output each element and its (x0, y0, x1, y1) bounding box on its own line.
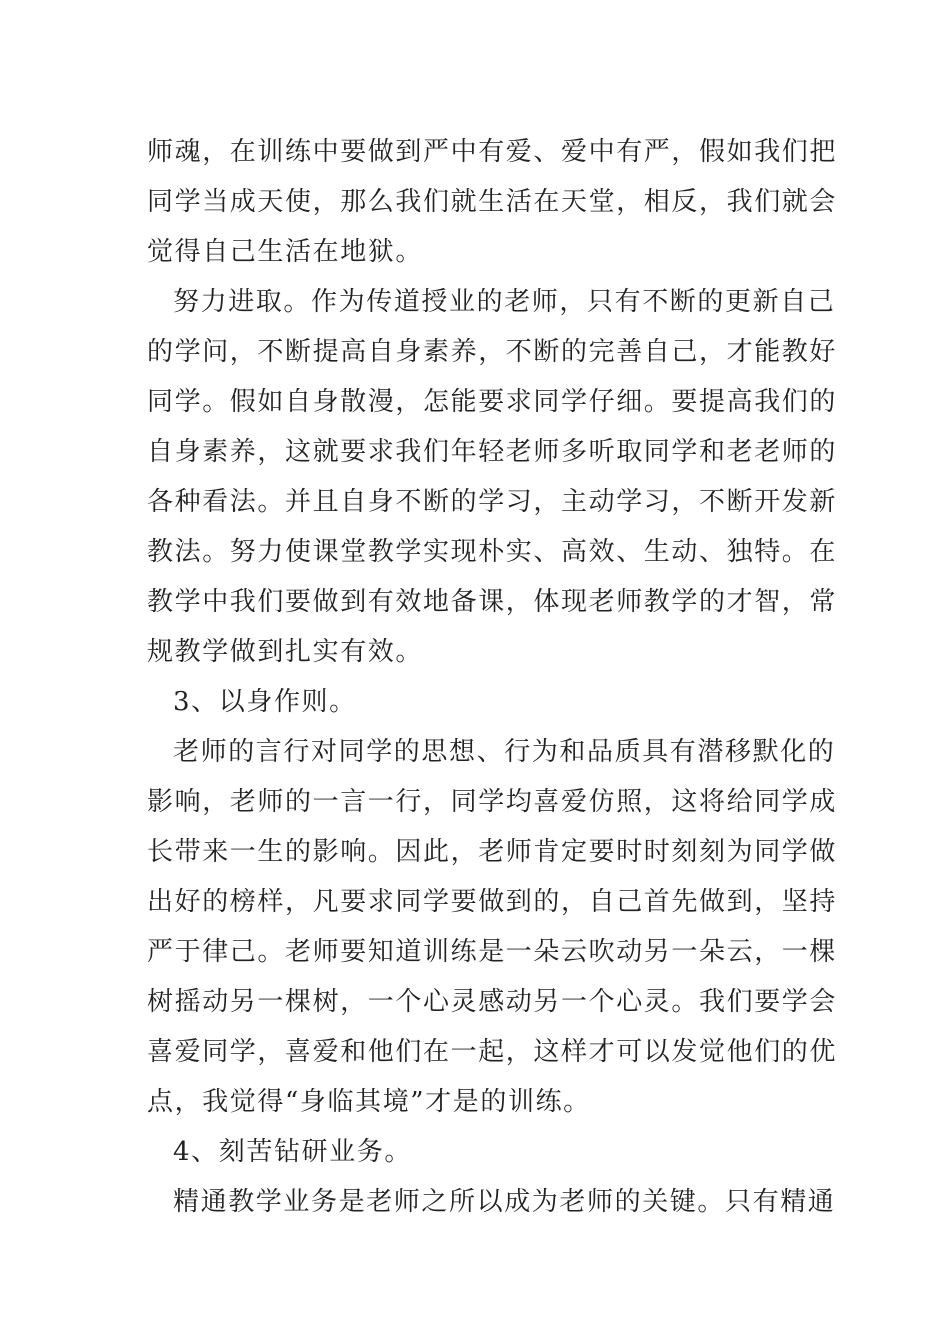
text-line: 严于律己。老师要知道训练是一朵云吹动另一朵云，一棵 (147, 937, 838, 967)
text-line: 长带来一生的影响。因此，老师肯定要时时刻刻为同学做 (147, 837, 838, 867)
text-line: 同学。假如自身散漫，怎能要求同学仔细。要提高我们的 (147, 387, 838, 417)
text-line: 出好的榜样，凡要求同学要做到的，自己首先做到，坚持 (147, 887, 838, 917)
text-line: 影响，老师的一言一行，同学均喜爱仿照，这将给同学成 (147, 787, 838, 817)
body-text (147, 127, 838, 1227)
text-line: 老师的言行对同学的思想、行为和品质具有潜移默化的 (173, 737, 836, 767)
text-line: 点，我觉得“身临其境”才是的训练。 (147, 1087, 591, 1117)
text-line: 教学中我们要做到有效地备课，体现老师教学的才智，常 (147, 587, 838, 617)
text-line: 同学当成天使，那么我们就生活在天堂，相反，我们就会 (147, 187, 838, 217)
text-line: 教法。努力使课堂教学实现朴实、高效、生动、独特。在 (147, 537, 838, 567)
text-line: 自身素养，这就要求我们年轻老师多听取同学和老老师的 (147, 437, 838, 467)
text-line: 4、刻苦钻研业务。 (173, 1137, 412, 1167)
text-line: 努力进取。作为传道授业的老师，只有不断的更新自己 (173, 287, 836, 317)
text-line: 规教学做到扎实有效。 (147, 637, 424, 667)
text-line: 树摇动另一棵树，一个心灵感动另一个心灵。我们要学会 (147, 987, 838, 1017)
text-line: 精通教学业务是老师之所以成为老师的关键。只有精通 (173, 1187, 836, 1217)
text-line: 3、以身作则。 (173, 687, 357, 717)
text-line: 喜爱同学，喜爱和他们在一起，这样才可以发觉他们的优 (147, 1037, 838, 1067)
text-line: 师魂，在训练中要做到严中有爱、爱中有严，假如我们把 (147, 137, 838, 167)
text-line: 各种看法。并且自身不断的学习，主动学习，不断开发新 (147, 487, 838, 517)
text-line: 觉得自己生活在地狱。 (147, 237, 424, 267)
text-line: 的学问，不断提高自身素养，不断的完善自己，才能教好 (147, 337, 838, 367)
